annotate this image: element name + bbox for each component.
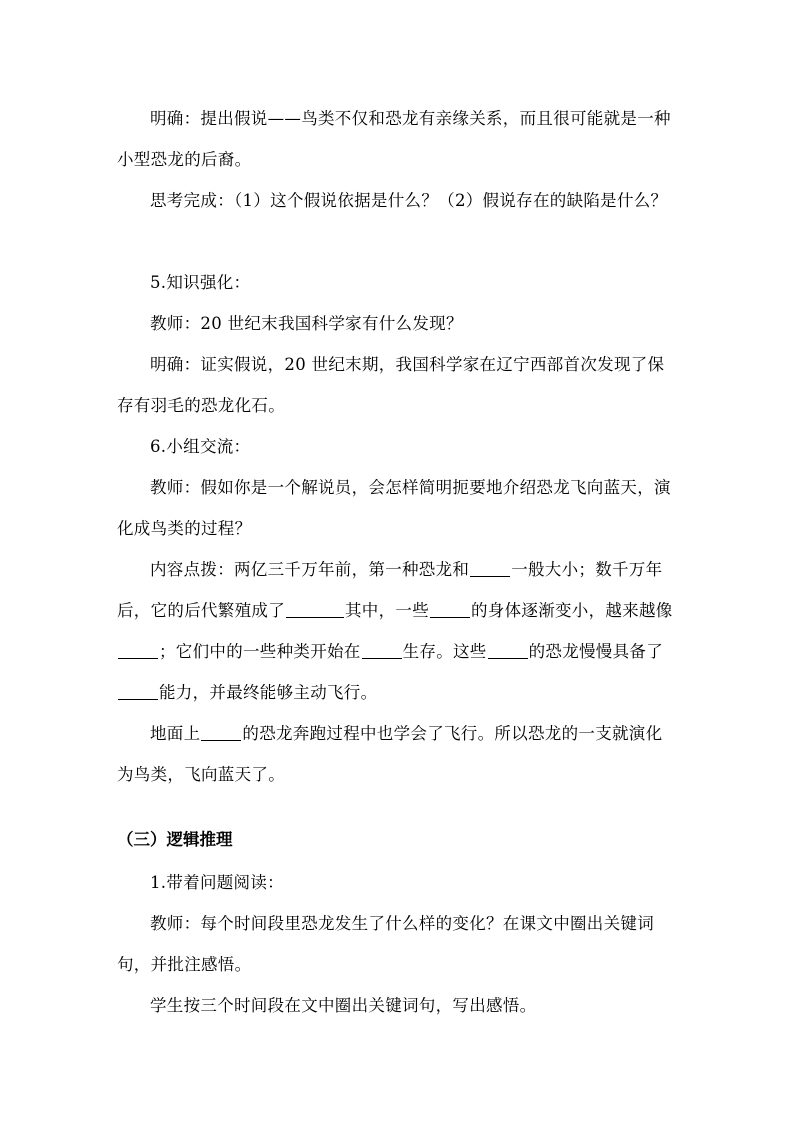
fill-blank[interactable] [286,601,344,619]
paragraph-ground-running [117,713,677,795]
paragraph-teacher-time-periods: 教师：每个时间段里恐龙发生了什么样的变化？在课文中圈出关键词句，并批注感悟。 [117,914,654,974]
paragraph-reading-with-questions: 1.带着问题阅读： [150,873,284,892]
paragraph-hypothesis: 明确：提出假说——鸟类不仅和恐龙有亲缘关系，而且很可能就是一种小型恐龙的后裔。 [117,109,671,169]
fill-blank[interactable] [118,683,158,701]
paragraph-group-heading: 6.小组交流： [150,437,251,456]
hint-segment: 其中，一些 [345,601,429,620]
paragraph-teacher-question: 教师：20 世纪末我国科学家有什么发现？ [150,314,463,333]
hint-segment: ；它们中的一些种类开始在 [159,642,361,661]
fill-blank[interactable] [488,642,528,660]
fill-blank[interactable] [430,601,470,619]
hint-segment: 内容点拨：两亿三千万年前，第一种恐龙和 [150,560,470,579]
paragraph-knowledge-heading: 5.知识强化： [150,273,251,292]
paragraph-student-task: 学生按三个时间段在文中圈出关键词句，写出感悟。 [150,996,537,1015]
paragraph-content-hints [117,549,677,713]
hint-segment: 的恐龙慢慢具备了 [528,642,664,661]
hint-segment: 能力，并最终能够主动飞行。 [159,683,378,702]
fill-blank[interactable] [118,642,158,660]
paragraph-confirm-hypothesis: 明确：证实假说，20 世纪末期，我国科学家在辽宁西部首次发现了保存有羽毛的恐龙化石。 [117,355,665,415]
fill-blank[interactable] [470,560,510,578]
hint-segment: 一般大小；数千万年后，它的后代繁殖成了 [117,560,663,620]
paragraph-teacher-guide: 教师：假如你是一个解说员，会怎样简明扼要地介绍恐龙飞向蓝天，演化成鸟类的过程？ [117,478,671,538]
fill-blank[interactable] [201,724,241,742]
hint-segment: 地面上 [150,724,201,743]
section-heading-logical-reasoning: （三）逻辑推理 [117,830,233,849]
hint-segment: 生存。这些 [402,642,487,661]
hint-segment: 的身体逐渐变小，越来越像 [471,601,673,620]
hint-segment: 的恐龙奔跑过程中也学会了飞行。所以恐龙的一支就演化为鸟类，飞向蓝天了。 [117,724,663,784]
paragraph-think-complete: 思考完成：（1）这个假说依据是什么？（2）假说存在的缺陷是什么？ [150,191,668,210]
fill-blank[interactable] [362,642,402,660]
